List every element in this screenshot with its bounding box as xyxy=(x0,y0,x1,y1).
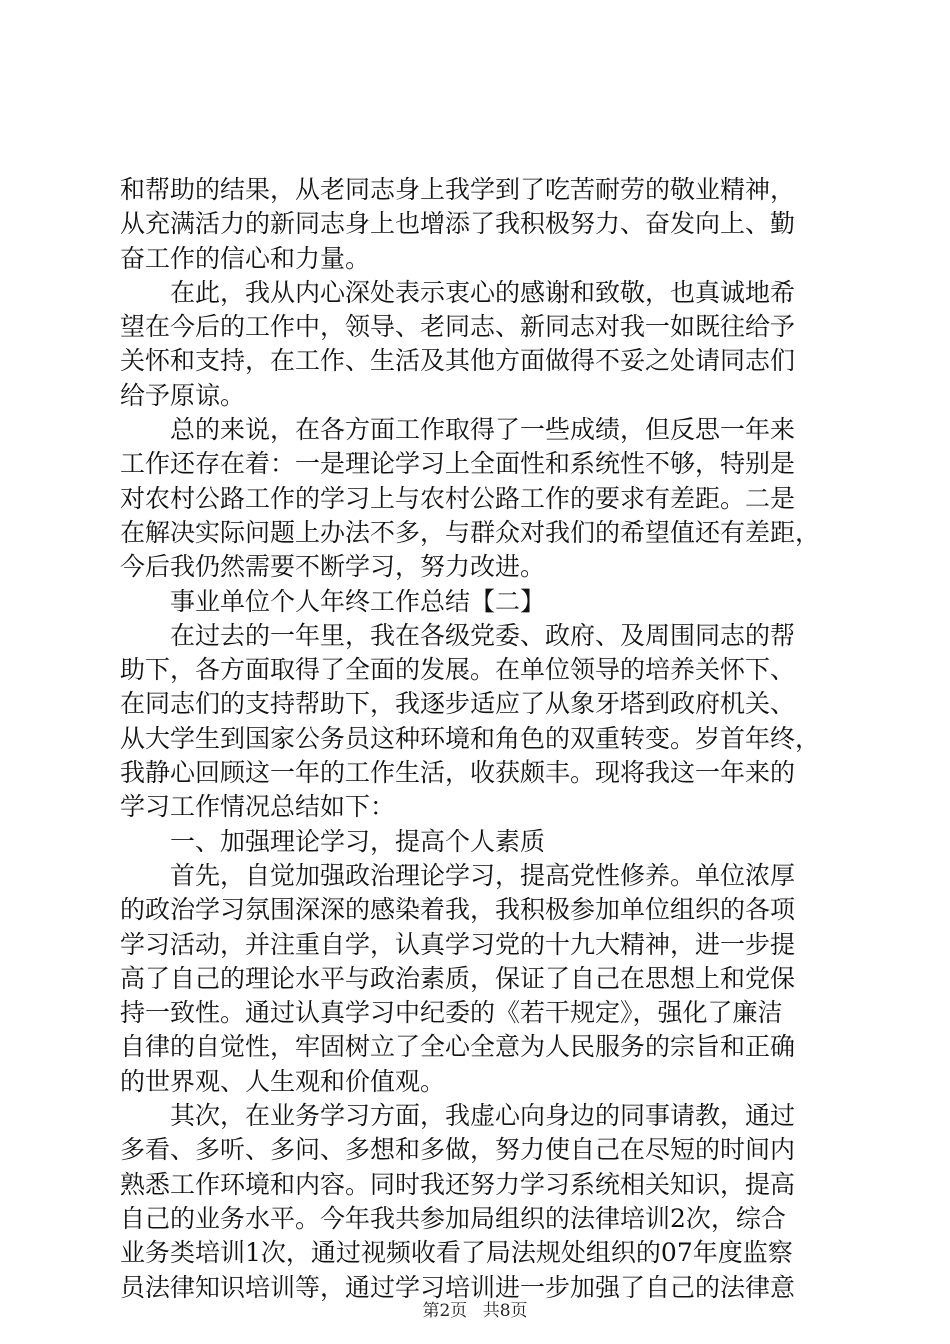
text-line: 熟悉工作环境和内容。同时我还努力学习系统相关知识，提高 xyxy=(120,1169,796,1199)
text-line: 自律的自觉性，牢固树立了全心全意为人民服务的宗旨和正确 xyxy=(120,1032,796,1062)
page-total: 共8页 xyxy=(482,1301,528,1321)
text-line: 助下，各方面取得了全面的发展。在单位领导的培养关怀下、 xyxy=(120,655,796,685)
text-line: 在同志们的支持帮助下，我逐步适应了从象牙塔到政府机关、 xyxy=(120,689,796,719)
page-footer xyxy=(0,1296,950,1321)
text-line: 首先，自觉加强政治理论学习，提高党性修养。单位浓厚 xyxy=(170,860,796,890)
text-line: 持一致性。通过认真学习中纪委的《若干规定》，强化了廉洁 xyxy=(120,998,783,1028)
text-line: 事业单位个人年终工作总结【二】 xyxy=(170,586,546,616)
text-line: 学习活动，并注重自学，认真学习党的十九大精神，进一步提 xyxy=(120,929,796,959)
text-line: 望在今后的工作中，领导、老同志、新同志对我一如既往给予 xyxy=(120,312,796,342)
text-line: 在过去的一年里，我在各级党委、政府、及周围同志的帮 xyxy=(170,620,796,650)
text-line: 其次，在业务学习方面，我虚心向身边的同事请教，通过 xyxy=(170,1101,796,1131)
page-number: 第2页 xyxy=(422,1301,468,1321)
text-line: 总的来说，在各方面工作取得了一些成绩，但反思一年来 xyxy=(170,415,796,445)
text-line: 给予原谅。 xyxy=(120,380,246,410)
text-line: 自己的业务水平。今年我共参加局组织的法律培训2次，综合 xyxy=(120,1203,786,1233)
text-line: 高了自己的理论水平与政治素质，保证了自己在思想上和党保 xyxy=(120,963,796,993)
text-line: 奋工作的信心和力量。 xyxy=(120,243,371,273)
text-line: 的政治学习氛围深深的感染着我，我积极参加单位组织的各项 xyxy=(120,895,796,925)
text-line: 业务类培训1次，通过视频收看了局法规处组织的07年度监察 xyxy=(120,1238,793,1268)
text-line: 和帮助的结果，从老同志身上我学到了吃苦耐劳的敬业精神， xyxy=(120,175,796,204)
text-line: 学习工作情况总结如下： xyxy=(120,792,396,822)
text-line: 一、加强理论学习，提高个人素质 xyxy=(170,826,546,856)
text-line: 在解决实际问题上办法不多，与群众对我们的希望值还有差距， xyxy=(120,517,821,547)
text-line: 我静心回顾这一年的工作生活，收获颇丰。现将我这一年来的 xyxy=(120,758,796,788)
text-line: 工作还存在着：一是理论学习上全面性和系统性不够，特别是 xyxy=(120,449,796,479)
text-line: 多看、多听、多问、多想和多做，努力使自己在尽短的时间内 xyxy=(120,1135,796,1165)
document-body xyxy=(120,173,840,1305)
text-line: 关怀和支持，在工作、生活及其他方面做得不妥之处请同志们 xyxy=(120,346,796,376)
text-line: 员法律知识培训等，通过学习培训进一步加强了自己的法律意 xyxy=(120,1272,796,1302)
text-line: 在此，我从内心深处表示衷心的感谢和致敬，也真诚地希 xyxy=(170,277,796,307)
text-line: 从大学生到国家公务员这种环境和角色的双重转变。岁首年终， xyxy=(120,723,821,753)
text-line: 的世界观、人生观和价值观。 xyxy=(120,1066,446,1096)
text-line: 今后我仍然需要不断学习，努力改进。 xyxy=(120,552,546,582)
text-line: 对农村公路工作的学习上与农村公路工作的要求有差距。二是 xyxy=(120,483,796,513)
text-line: 从充满活力的新同志身上也增添了我积极努力、奋发向上、勤 xyxy=(120,209,796,239)
